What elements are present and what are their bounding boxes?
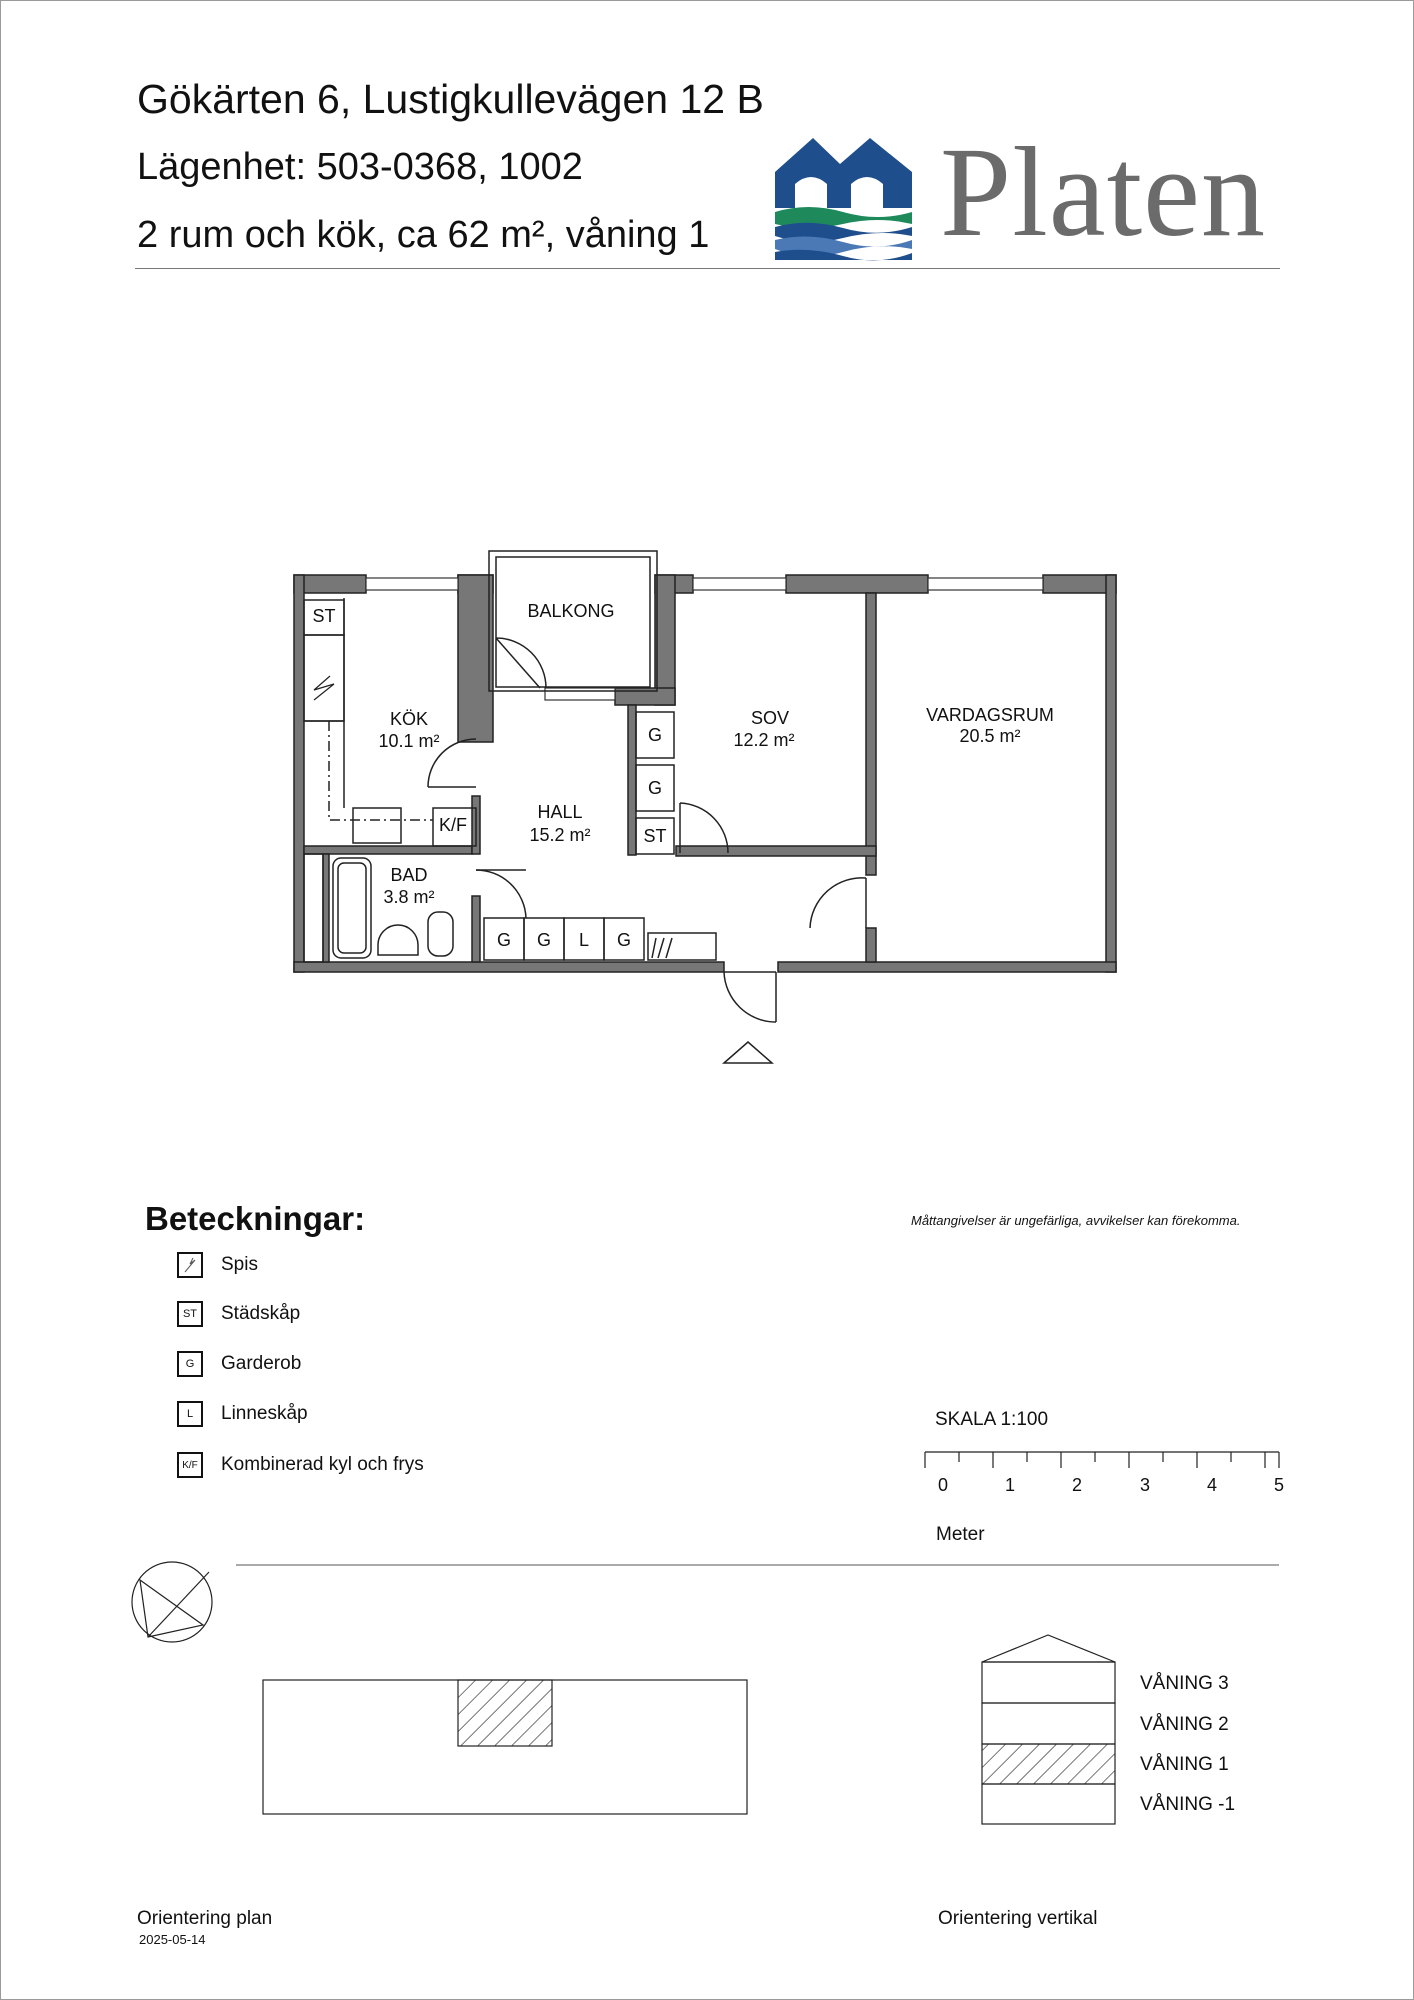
- legend-item-spis: [177, 1250, 258, 1280]
- room-area-bad: 3.8 m²: [383, 887, 435, 907]
- fixture-g-sov-2: G: [647, 778, 663, 798]
- fixture-hall-4: G: [616, 930, 632, 950]
- fixture-hall-3: L: [578, 930, 590, 950]
- scale-unit: Meter: [936, 1524, 985, 1545]
- scale-tick-label: 5: [1273, 1475, 1285, 1495]
- scale-label: SKALA 1:100: [935, 1409, 1049, 1430]
- legend-code: G: [177, 1351, 203, 1377]
- floor-label: VÅNING 3: [1140, 1673, 1229, 1694]
- legend-item-stadskap: [177, 1299, 300, 1329]
- scale-tick-label: 0: [937, 1475, 949, 1495]
- legend-label: Kombinerad kyl och frys: [221, 1454, 424, 1475]
- legend-label: Linneskåp: [221, 1403, 308, 1424]
- balcony-outline: [489, 551, 657, 691]
- legend-item-linneskap: [177, 1399, 308, 1429]
- fixture-hall-2: G: [536, 930, 552, 950]
- scale-bar: [925, 1452, 1279, 1468]
- room-area-vardagsrum: 20.5 m²: [959, 726, 1021, 746]
- legend-label: Städskåp: [221, 1303, 301, 1324]
- stove-icon: [177, 1252, 203, 1278]
- scale-tick-label: 1: [1004, 1475, 1016, 1495]
- disclaimer-note: Måttangivelser är ungefärliga, avvikelser kan förekomma.: [911, 1213, 1241, 1228]
- legend-item-kyl-frys: [177, 1450, 424, 1480]
- room-area-kok: 10.1 m²: [378, 731, 440, 751]
- legend-label: Spis: [221, 1254, 258, 1275]
- fixture-st-kitchen: ST: [312, 606, 336, 626]
- fixture-kf: K/F: [438, 815, 468, 835]
- room-area-sov: 12.2 m²: [733, 730, 795, 750]
- wall: [294, 575, 366, 593]
- scale-tick-label: 4: [1206, 1475, 1218, 1495]
- room-name-bad: BAD: [390, 865, 428, 885]
- legend-code: L: [177, 1401, 203, 1427]
- room-name-hall: HALL: [537, 802, 583, 822]
- legend-title: Beteckningar:: [145, 1200, 366, 1237]
- legend-label: Garderob: [221, 1353, 302, 1374]
- room-name-balkong: BALKONG: [527, 601, 615, 621]
- apartment-summary: 2 rum och kök, ca 62 m², våning 1: [137, 214, 710, 256]
- floor-label-current: VÅNING 1: [1140, 1754, 1229, 1775]
- document-date: 2025-05-14: [139, 1932, 206, 1947]
- scale-tick-label: 3: [1139, 1475, 1151, 1495]
- room-name-sov: SOV: [750, 708, 790, 728]
- apartment-number: Lägenhet: 503-0368, 1002: [137, 146, 583, 188]
- floor-label: VÅNING 2: [1140, 1714, 1229, 1735]
- scale-tick-label: 2: [1071, 1475, 1083, 1495]
- compass-icon: [132, 1562, 212, 1642]
- floor-label: VÅNING -1: [1140, 1794, 1236, 1815]
- fixture-g-sov-1: G: [647, 725, 663, 745]
- orientation-plan: [263, 1680, 747, 1814]
- fixture-hall-1: G: [496, 930, 512, 950]
- room-name-kok: KÖK: [389, 709, 429, 729]
- room-name-vardagsrum: VARDAGSRUM: [926, 705, 1054, 725]
- room-area-hall: 15.2 m²: [529, 825, 591, 845]
- legend-code: ST: [177, 1301, 203, 1327]
- orientation-vertical-label: Orientering vertikal: [938, 1908, 1098, 1929]
- fixture-st-sov: ST: [643, 826, 667, 846]
- logo-wordmark: Platen: [940, 121, 1266, 263]
- orientation-plan-label: Orientering plan: [137, 1908, 273, 1929]
- address-heading: Gökärten 6, Lustigkullevägen 12 B: [137, 76, 764, 122]
- legend-code: K/F: [177, 1452, 203, 1478]
- legend-item-garderob: [177, 1349, 301, 1379]
- orientation-vertical: [982, 1635, 1115, 1824]
